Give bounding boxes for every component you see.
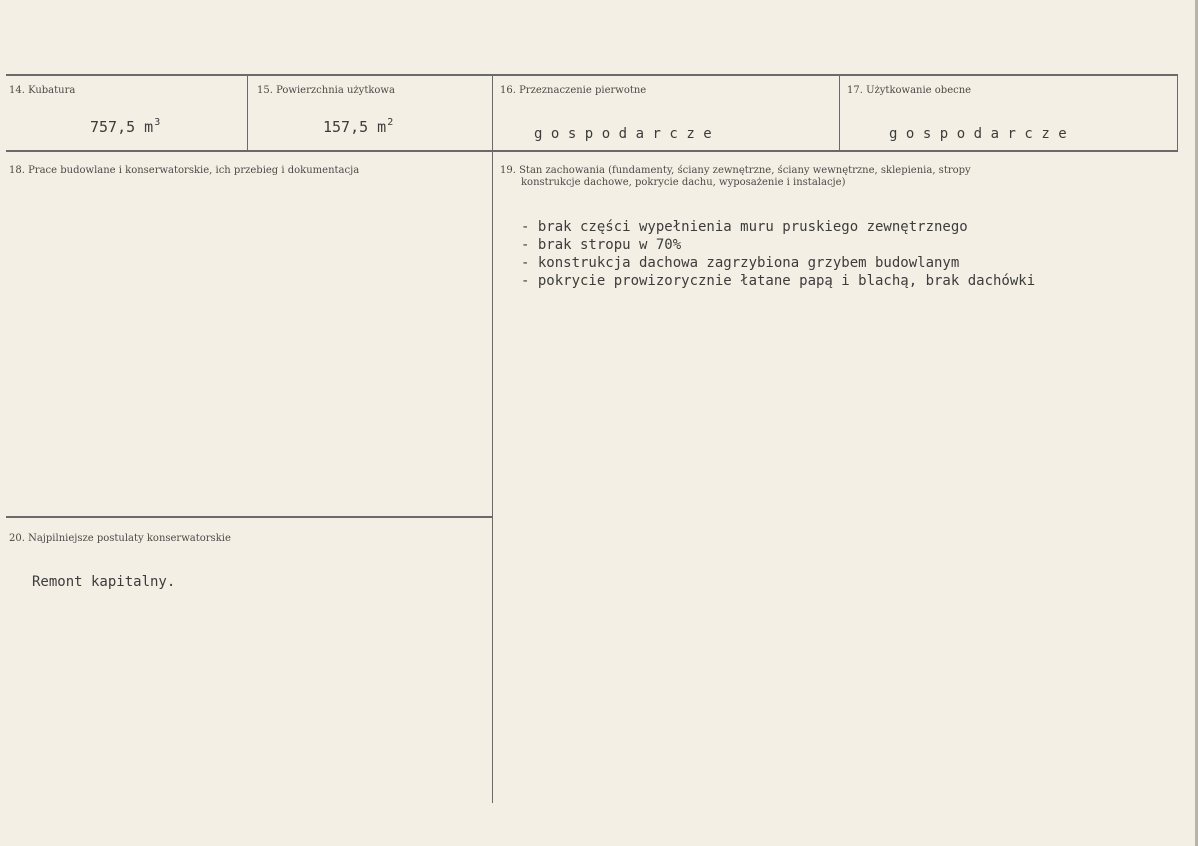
field-17-label: 17. Użytkowanie obecne bbox=[847, 85, 972, 96]
field-17-value: gospodarcze bbox=[889, 126, 1076, 142]
right-border bbox=[1177, 76, 1178, 150]
divider-main bbox=[492, 76, 493, 803]
field-19-label-line1: 19. Stan zachowania (fundamenty, ściany zewnętrzne, ściany wewnętrzne, sklepienia, stropy bbox=[500, 165, 971, 176]
divider-16-17 bbox=[839, 76, 840, 150]
volume-superscript: 3 bbox=[154, 117, 161, 128]
field-18-label: 18. Prace budowlane i konserwatorskie, ich przebieg i dokumentacja bbox=[9, 165, 360, 176]
field-20-label: 20. Najpilniejsze postulaty konserwatorskie bbox=[9, 533, 231, 544]
field-16-value: gospodarcze bbox=[534, 126, 721, 142]
section-20-rule bbox=[6, 516, 493, 518]
divider-14-15 bbox=[247, 76, 248, 150]
list-item: - brak stropu w 70% bbox=[521, 237, 682, 253]
list-item: - brak części wypełnienia muru pruskiego zewnętrznego bbox=[521, 219, 968, 235]
condition-list bbox=[521, 218, 1035, 290]
area-value: 157,5 m bbox=[323, 118, 387, 136]
field-16-label: 16. Przeznaczenie pierwotne bbox=[500, 85, 647, 96]
list-item: - pokrycie prowizorycznie łatane papą i blachą, brak dachówki bbox=[521, 273, 1036, 289]
volume-value: 757,5 m bbox=[90, 118, 154, 136]
field-15-label: 15. Powierzchnia użytkowa bbox=[257, 85, 395, 96]
top-rule bbox=[6, 74, 1178, 76]
list-item: - konstrukcja dachowa zagrzybiona grzybem budowlanym bbox=[521, 255, 960, 271]
field-19-label-line2: konstrukcje dachowe, pokrycie dachu, wyposażenie i instalacje) bbox=[521, 177, 846, 188]
field-14-label: 14. Kubatura bbox=[9, 85, 76, 96]
field-20-value: Remont kapitalny. bbox=[32, 574, 176, 590]
row-separator-rule bbox=[6, 150, 1178, 152]
area-superscript: 2 bbox=[387, 117, 394, 128]
field-14-value bbox=[90, 117, 160, 136]
field-15-value bbox=[323, 117, 393, 136]
